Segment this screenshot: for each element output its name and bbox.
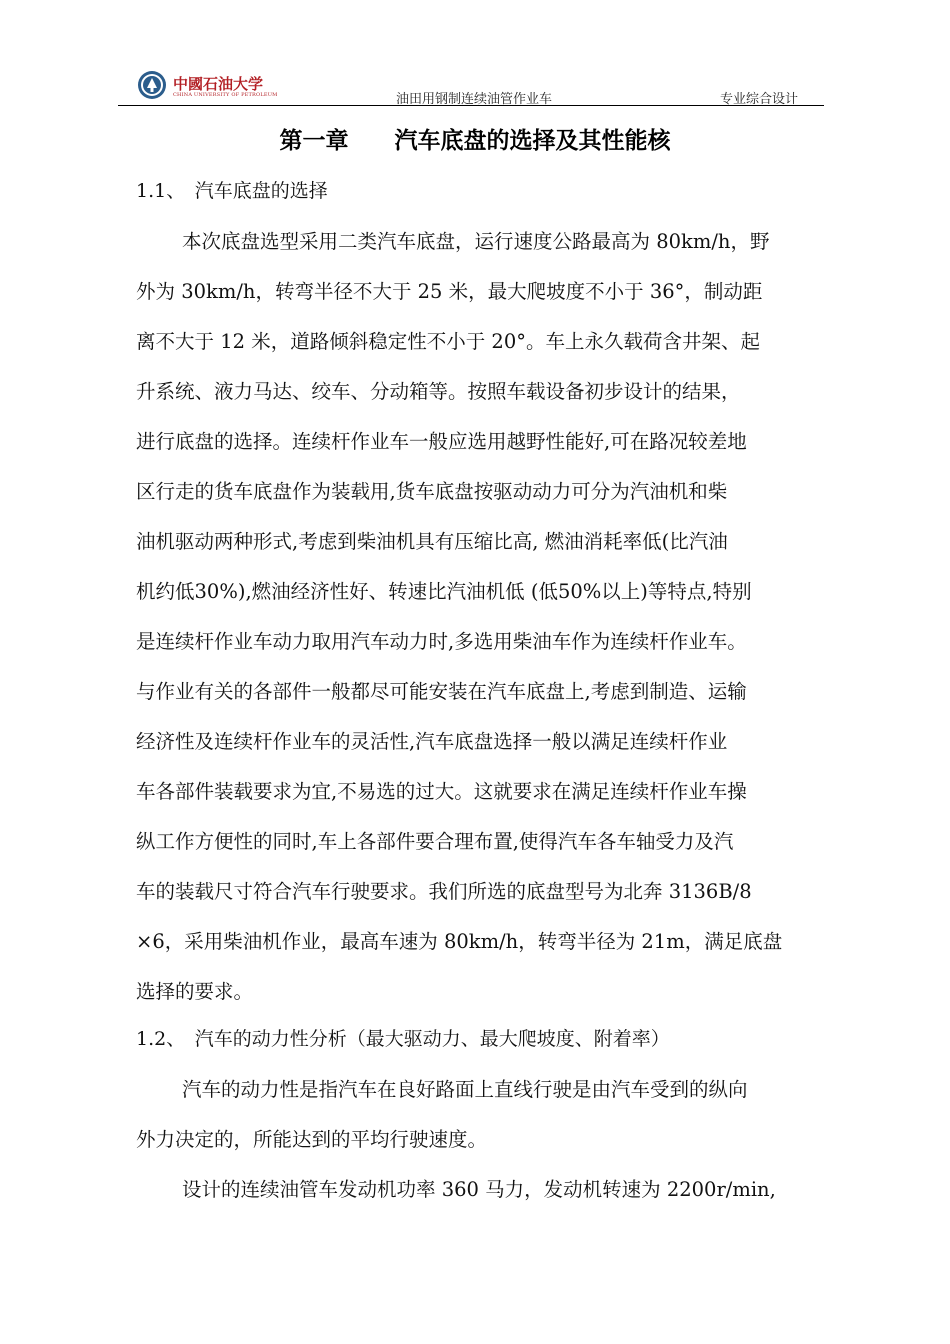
body-line: 与作业有关的各部件一般都尽可能安装在汽车底盘上,考虑到制造、运输 xyxy=(136,680,747,703)
header-divider xyxy=(118,105,824,106)
section-heading-1-1: 1.1、 汽车底盘的选择 xyxy=(136,180,328,202)
body-line: 进行底盘的选择。连续杆作业车一般应选用越野性能好,可在路况较差地 xyxy=(136,430,747,453)
body-line: 是连续杆作业车动力取用汽车动力时,多选用柴油车作为连续杆作业车。 xyxy=(136,630,747,653)
body-line: 机约低30%),燃油经济性好、转速比汽油机低 (低50%以上)等特点,特别 xyxy=(136,580,752,603)
body-line: 油机驱动两种形式,考虑到柴油机具有压缩比高, 燃油消耗率低(比汽油 xyxy=(136,530,728,553)
logo-name-cn: 中國石油大学 xyxy=(173,75,264,93)
body-line: 离不大于 12 米，道路倾斜稳定性不小于 20°。车上永久载荷含井架、起 xyxy=(136,330,760,353)
body-line: 外为 30km/h，转弯半径不大于 25 米，最大爬坡度不小于 36°，制动距 xyxy=(136,280,763,303)
body-line: 升系统、液力马达、绞车、分动箱等。按照车载设备初步设计的结果， xyxy=(136,380,741,403)
body-line: 设计的连续油管车发动机功率 360 马力，发动机转速为 2200r/min, xyxy=(182,1178,776,1201)
body-line: 车的装载尺寸符合汽车行驶要求。我们所选的底盘型号为北奔 3136B/8 xyxy=(136,880,752,903)
header-course: 专业综合设计 xyxy=(720,92,799,107)
logo-name-en: CHINA UNIVERSITY OF PETROLEUM xyxy=(173,92,278,98)
body-line: 汽车的动力性是指汽车在良好路面上直线行驶是由汽车受到的纵向 xyxy=(182,1078,748,1101)
section-heading-1-2: 1.2、 汽车的动力性分析（最大驱动力、最大爬坡度、附着率） xyxy=(136,1028,670,1050)
body-line: 选择的要求。 xyxy=(136,980,254,1003)
page-header xyxy=(118,68,824,108)
body-line: 本次底盘选型采用二类汽车底盘，运行速度公路最高为 80km/h，野 xyxy=(182,230,770,253)
body-line: 经济性及连续杆作业车的灵活性,汽车底盘选择一般以满足连续杆作业 xyxy=(136,730,728,753)
body-line: 外力决定的，所能达到的平均行驶速度。 xyxy=(136,1128,488,1151)
chapter-title: 第一章 汽车底盘的选择及其性能核 xyxy=(279,127,671,154)
body-line: 车各部件装载要求为宜,不易选的过大。这就要求在满足连续杆作业车操 xyxy=(136,780,747,803)
body-line: 纵工作方便性的同时,车上各部件要合理布置,使得汽车各车轴受力及汽 xyxy=(136,830,734,853)
university-seal-icon xyxy=(137,70,167,100)
header-doc-title: 油田用钢制连续油管作业车 xyxy=(396,92,553,107)
university-logo xyxy=(137,70,287,104)
body-line: ×6，采用柴油机作业，最高车速为 80km/h，转弯半径为 21m，满足底盘 xyxy=(136,930,783,953)
body-line: 区行走的货车底盘作为装载用,货车底盘按驱动动力可分为汽油机和柴 xyxy=(136,480,728,503)
